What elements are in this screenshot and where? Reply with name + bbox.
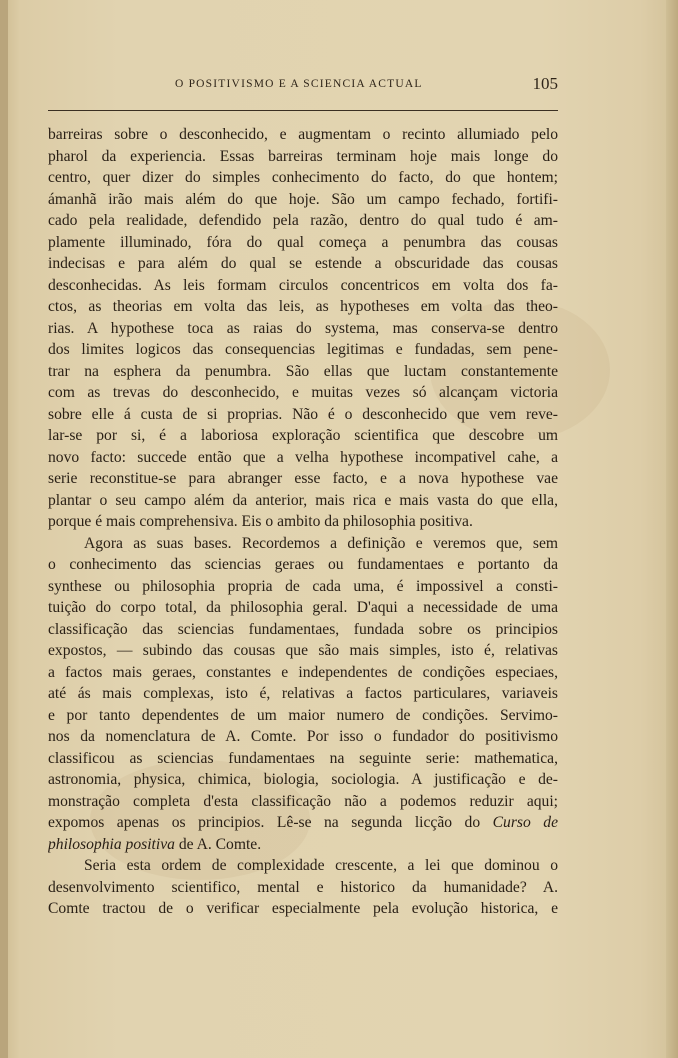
text-line: rias. A hypothese toca as raias do systema, mas conserva-se dentro xyxy=(48,319,558,337)
text-line: ctos, as theorias em volta das leis, as hypotheses em volta das theo- xyxy=(48,298,558,315)
running-header xyxy=(50,74,558,96)
book-title-italic: philosophia positiva xyxy=(48,835,175,853)
text-line: Seria esta ordem de complexidade crescente, a lei que dominou o xyxy=(84,857,558,874)
text-line: classificação das sciencias fundamentaes, fundada sobre os principios xyxy=(48,620,558,638)
paragraph xyxy=(48,533,558,856)
text-line: centro, quer dizer do simples conhecimento do facto, do que hontem; xyxy=(48,169,558,186)
text-line: lar-se por si, é a laboriosa exploração scientifica que descobre um xyxy=(48,427,558,444)
paragraph xyxy=(48,124,558,533)
page-left-edge xyxy=(0,0,8,1058)
text-line: expostos, — subindo das cousas que são mais simples, isto é, relativas xyxy=(48,642,558,659)
text-line: astronomia, physica, chimica, biologia, sociologia. A justificação e de- xyxy=(48,771,558,788)
text-line: cado pela realidade, defendido pela razão, dentro do qual tudo é am- xyxy=(48,212,558,229)
book-title-italic: Curso de xyxy=(492,814,558,831)
text-line: Agora as suas bases. Recordemos a definição e veremos que, sem xyxy=(84,534,558,552)
text-line xyxy=(48,812,558,834)
text-line: ámanhã irão mais além do que hoje. São um campo fechado, fortifi- xyxy=(48,190,558,208)
text-line: desconhecidas. As leis formam circulos concentricos em volta dos fa- xyxy=(48,276,558,294)
text-line: dos limites logicos das consequencias legitimas e fundadas, sem pene- xyxy=(48,341,558,358)
text-line: sobre elle á custa de si proprias. Não é o desconhecido que vem reve- xyxy=(48,405,558,423)
text-line: plantar o seu campo além da anterior, mais rica e mais vasta do que ella, xyxy=(48,491,558,509)
text-line: com as trevas do desconhecido, e muitas vezes só alcançam victoria xyxy=(48,384,558,401)
text-line: a factos mais geraes, constantes e independentes de condições especiaes, xyxy=(48,663,558,681)
text-line: novo facto: succede então que a velha hypothese incompativel cahe, a xyxy=(48,448,558,466)
text-run: expomos apenas os principios. Lê-se na segunda licção do xyxy=(48,814,493,831)
text-line: Comte tractou de o verificar especialmente pela evolução historica, e xyxy=(48,900,558,917)
text-line: até ás mais complexas, isto é, relativas a factos particulares, variaveis xyxy=(48,685,558,702)
text-line: classificou as sciencias fundamentaes na seguinte serie: mathematica, xyxy=(48,749,558,767)
text-line: e por tanto dependentes de um maior numero de condições. Servimo- xyxy=(48,706,558,724)
text-line xyxy=(48,834,558,856)
text-line: monstração completa d'esta classificação não a podemos reduzir aqui; xyxy=(48,792,558,810)
body-text xyxy=(48,124,558,920)
text-line: porque é mais comprehensiva. Eis o ambito da philosophia positiva. xyxy=(48,513,473,530)
page-number: 105 xyxy=(532,74,558,93)
text-line: trar na esphera da penumbra. São ellas que luctam constantemente xyxy=(48,362,558,380)
running-title: O POSITIVISMO E A SCIENCIA ACTUAL xyxy=(175,78,423,90)
text-line: synthese ou philosophia propria de cada uma, é impossivel a consti- xyxy=(48,577,558,595)
text-line: desenvolvimento scientifico, mental e historico da humanidade? A. xyxy=(48,878,558,896)
paragraph xyxy=(48,855,558,920)
page-right-edge xyxy=(666,0,678,1058)
header-rule xyxy=(48,110,558,111)
text-line: barreiras sobre o desconhecido, e augmentam o recinto allumiado pelo xyxy=(48,126,558,143)
text-line: o conhecimento das sciencias geraes ou fundamentaes e portanto da xyxy=(48,556,558,573)
text-run: de A. Comte. xyxy=(174,835,262,853)
text-line: tuição do corpo total, da philosophia geral. D'aqui a necessidade de uma xyxy=(48,599,558,616)
text-line: plamente illuminado, fóra do qual começa a penumbra das cousas xyxy=(48,233,558,251)
text-line: nos da nomenclatura de A. Comte. Por isso o fundador do positivismo xyxy=(48,728,558,745)
text-line: serie reconstitue-se para abranger esse facto, e a nova hypothese vae xyxy=(48,470,558,487)
text-line: pharol da experiencia. Essas barreiras terminam hoje mais longe do xyxy=(48,147,558,165)
text-line: indecisas e para além do qual se estende a obscuridade das cousas xyxy=(48,255,558,272)
